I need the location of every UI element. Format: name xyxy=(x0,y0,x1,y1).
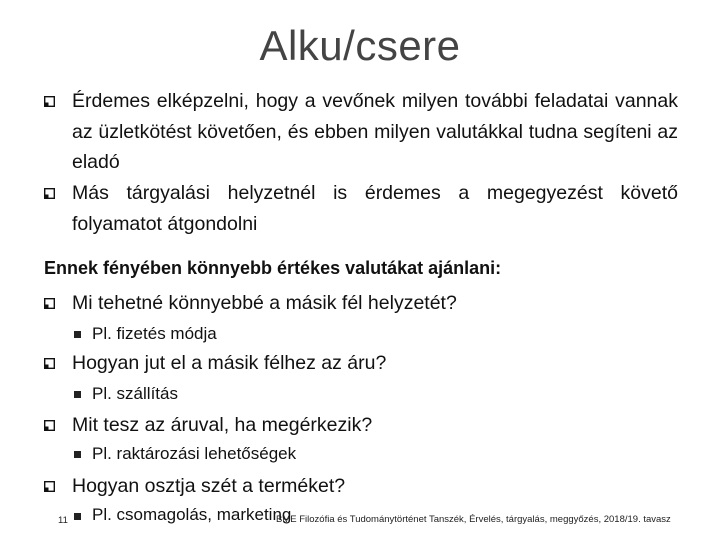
example-4: Pl. csomagolás, marketing xyxy=(92,505,292,524)
example-2: Pl. szállítás xyxy=(92,384,178,403)
intro-bullet-1: Érdemes elképzelni, hogy a vevőnek milyen további feladatai vannak az üzletkötést követően, és ebben milyen valutákkal tudna segíteni az eladó xyxy=(72,90,678,173)
bullet-icon xyxy=(44,188,55,199)
bullet-icon xyxy=(44,358,55,369)
square-bullet-icon xyxy=(74,391,81,398)
intro-bullet-2: Más tárgyalási helyzetnél is érdemes a megegyezést követő folyamatot átgondolni xyxy=(72,182,678,235)
question-3: Mit tesz az áruval, ha megérkezik? xyxy=(72,414,373,436)
bullet-icon xyxy=(44,96,55,107)
example-3: Pl. raktározási lehetőségek xyxy=(92,444,297,463)
bullet-icon xyxy=(44,298,55,309)
square-bullet-icon xyxy=(74,513,81,520)
question-1: Mi tehetné könnyebbé a másik fél helyzetét? xyxy=(72,292,457,314)
slide-title: Alku/csere xyxy=(259,22,461,69)
section-heading: Ennek fényében könnyebb értékes valutákat ajánlani: xyxy=(44,258,502,278)
question-4: Hogyan osztja szét a terméket? xyxy=(72,475,346,497)
page-number: 11 xyxy=(58,515,68,526)
square-bullet-icon xyxy=(74,331,81,338)
square-bullet-icon xyxy=(74,451,81,458)
example-1: Pl. fizetés módja xyxy=(92,324,217,343)
bullet-icon xyxy=(44,481,55,492)
question-2: Hogyan jut el a másik félhez az áru? xyxy=(72,352,387,374)
footer-text: BME Filozófia és Tudománytörténet Tanszék, Érvelés, tárgyalás, meggyőzés, 2018/19. tavasz xyxy=(276,514,671,525)
bullet-icon xyxy=(44,420,55,431)
